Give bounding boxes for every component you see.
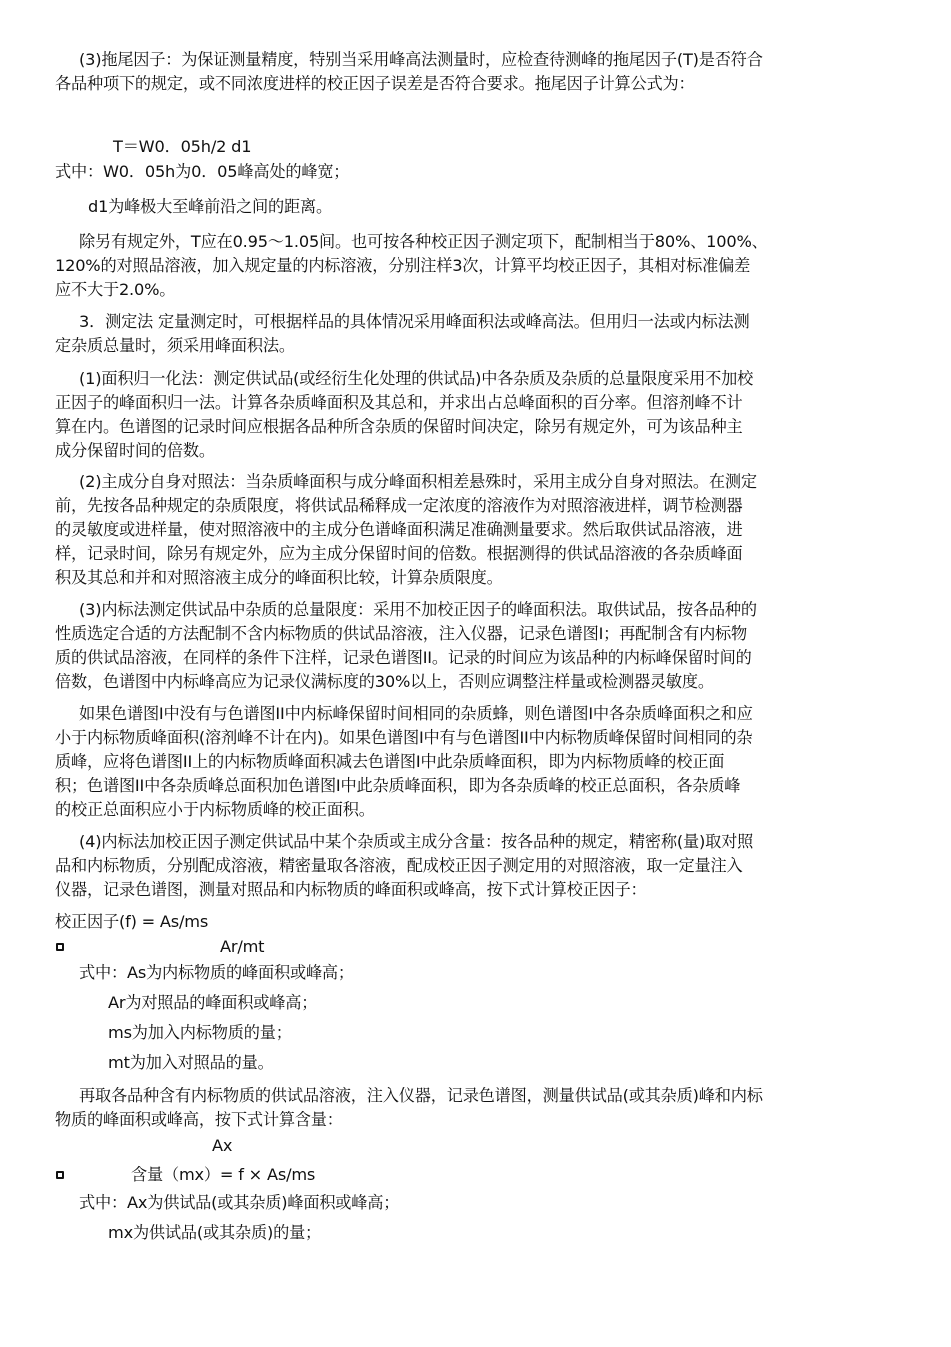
formula-line: 含量（mx）= f × As/ms [131,1165,316,1184]
text-line: (4)内标法加校正因子测定供试品中某个杂质或主成分含量：按各品种的规定，精密称(量)取对照 [79,832,754,851]
text-line: 仪器，记录色谱图，测量对照品和内标物质的峰面积或峰高，按下式计算校正因子： [55,880,647,899]
text-line: 式中：As为内标物质的峰面积或峰高； [79,963,354,982]
text-line: 的校正总面积应小于内标物质峰的校正面积。 [55,800,375,819]
text-line: (2)主成分自身对照法：当杂质峰面积与成分峰面积相差悬殊时，采用主成分自身对照法。在测定 [79,472,757,491]
text-line: 倍数，色谱图中内标峰高应为记录仪满标度的30%以上，否则应调整注样量或检测器灵敏度。 [55,672,714,691]
text-line: Ar为对照品的峰面积或峰高； [108,993,318,1012]
text-line: 除另有规定外，T应在0.95～1.05间。也可按各种校正因子测定项下，配制相当于80%、100%、 [79,232,768,251]
text-line: 再取各品种含有内标物质的供试品溶液，注入仪器，记录色谱图，测量供试品(或其杂质)峰和内标 [79,1086,763,1105]
text-line: 如果色谱图I中没有与色谱图II中内标峰保留时间相同的杂质蜂，则色谱图I中各杂质峰面积之和应 [79,704,753,723]
text-line: ms为加入内标物质的量； [108,1023,292,1042]
formula-line: T＝W0．05h/2 d1 [113,137,252,156]
text-line: 的灵敏度或进样量，使对照溶液中的主成分色谱峰面积满足准确测量要求。然后取供试品溶液，进 [55,520,743,539]
text-line: (1)面积归一化法：测定供试品(或经衍生化处理的供试品)中各杂质及杂质的总量限度采用不加校 [79,369,754,388]
text-line: (3)内标法测定供试品中杂质的总量限度：采用不加校正因子的峰面积法。取供试品，按各品种的 [79,600,757,619]
text-line: 定杂质总量时，须采用峰面积法。 [55,336,295,355]
text-line: 算在内。色谱图的记录时间应根据各品种所含杂质的保留时间决定，除另有规定外，可为该品种主 [55,417,743,436]
text-line: 积；色谱图II中各杂质峰总面积加色谱图I中此杂质峰面积，即为各杂质峰的校正总面积，各杂质峰 [55,776,741,795]
text-line: mt为加入对照品的量。 [108,1053,274,1072]
text-line: 各品种项下的规定，或不同浓度进样的校正因子误差是否符合要求。拖尾因子计算公式为： [55,74,695,93]
text-line: 120%的对照品溶液，加入规定量的内标溶液，分别注样3次，计算平均校正因子，其相对标准偏差 [55,256,751,275]
text-line: 式中：W0．05h为0．05峰高处的峰宽； [55,162,350,181]
text-line: 前，先按各品种规定的杂质限度，将供试品稀释成一定浓度的溶液作为对照溶液进样，调节检测器 [55,496,743,515]
formula-line: Ax [212,1136,233,1155]
text-line: 性质选定合适的方法配制不含内标物质的供试品溶液，注入仪器，记录色谱图I；再配制含有内标物 [55,624,748,643]
text-line: 式中：Ax为供试品(或其杂质)峰面积或峰高； [79,1193,400,1212]
text-line: 积及其总和并和对照溶液主成分的峰面积比较，计算杂质限度。 [55,568,503,587]
text-line: 品和内标物质，分别配成溶液，精密量取各溶液，配成校正因子测定用的对照溶液，取一定量注入 [55,856,743,875]
formula-line: 校正因子(f) = As/ms [55,912,209,931]
bullet-icon [56,943,64,951]
formula-line: Ar/mt [220,937,265,956]
text-line: 样，记录时间，除另有规定外，应为主成分保留时间的倍数。根据测得的供试品溶液的各杂质峰面 [55,544,743,563]
text-line: 3．测定法 定量测定时，可根据样品的具体情况采用峰面积法或峰高法。但用归一法或内标法测 [79,312,750,331]
text-line: mx为供试品(或其杂质)的量； [108,1223,322,1242]
text-line: 质的供试品溶液，在同样的条件下注样，记录色谱图II。记录的时间应为该品种的内标峰保留时间的 [55,648,752,667]
text-line: 小于内标物质峰面积(溶剂峰不计在内)。如果色谱图I中有与色谱图II中内标物质峰保留时间相同的杂 [55,728,753,747]
text-line: 应不大于2.0%。 [55,280,176,299]
text-line: 成分保留时间的倍数。 [55,441,215,460]
text-line: 正因子的峰面积归一法。计算各杂质峰面积及其总和，并求出占总峰面积的百分率。但溶剂峰不计 [55,393,743,412]
bullet-icon [56,1171,64,1179]
text-line: (3)拖尾因子：为保证测量精度，特别当采用峰高法测量时，应检查待测峰的拖尾因子(T)是否符合 [79,50,763,69]
text-line: 质峰，应将色谱图II上的内标物质峰面积减去色谱图I中此杂质峰面积，即为内标物质峰的校正面 [55,752,725,771]
text-line: d1为峰极大至峰前沿之间的距离。 [88,197,332,216]
text-line: 物质的峰面积或峰高，按下式计算含量： [55,1110,343,1129]
